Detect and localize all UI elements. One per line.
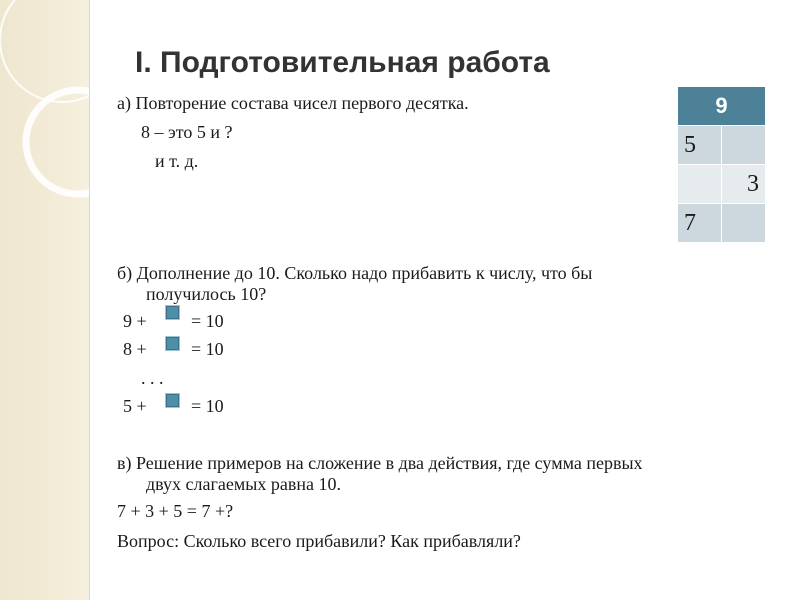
table-cell [678, 165, 722, 204]
table-cell [721, 204, 766, 243]
section-b-heading-line2: получилось 10? [146, 284, 267, 304]
question-text: Вопрос: Сколько всего прибавили? Как прибавляли? [117, 531, 521, 551]
blank-square-icon [165, 305, 180, 320]
decorative-rings-icon [0, 0, 90, 260]
example-expression: 7 + 3 + 5 = 7 +? [117, 501, 234, 521]
table-header-cell: 9 [678, 87, 766, 126]
section-c-heading-line1: в) Решение примеров на сложение в два действия, где сумма первых [117, 453, 643, 473]
ellipsis: . . . [141, 368, 164, 388]
section-b-heading-line1: б) Дополнение до 10. Сколько надо прибавить к числу, что бы [117, 263, 593, 283]
section-a-line1: 8 – это 5 и ? [141, 122, 233, 142]
section-a-heading: а) Повторение состава чисел первого десятка. [117, 93, 469, 113]
table-cell: 7 [678, 204, 722, 243]
equation-2-left: 8 + [123, 339, 147, 359]
equation-1-right: = 10 [191, 311, 224, 331]
table-cell: 5 [678, 126, 722, 165]
number-composition-table [677, 86, 766, 243]
section-c-heading-line2: двух слагаемых равна 10. [146, 474, 341, 494]
equation-3-left: 5 + [123, 396, 147, 416]
blank-square-icon [165, 393, 180, 408]
equation-1-left: 9 + [123, 311, 147, 331]
equation-3-right: = 10 [191, 396, 224, 416]
equation-2-right: = 10 [191, 339, 224, 359]
table-cell [721, 126, 766, 165]
blank-square-icon [165, 336, 180, 351]
section-a-line2: и т. д. [155, 151, 199, 171]
page-title: I. Подготовительная работа [135, 46, 550, 79]
decorative-side-band [0, 0, 90, 600]
table-cell: 3 [721, 165, 766, 204]
